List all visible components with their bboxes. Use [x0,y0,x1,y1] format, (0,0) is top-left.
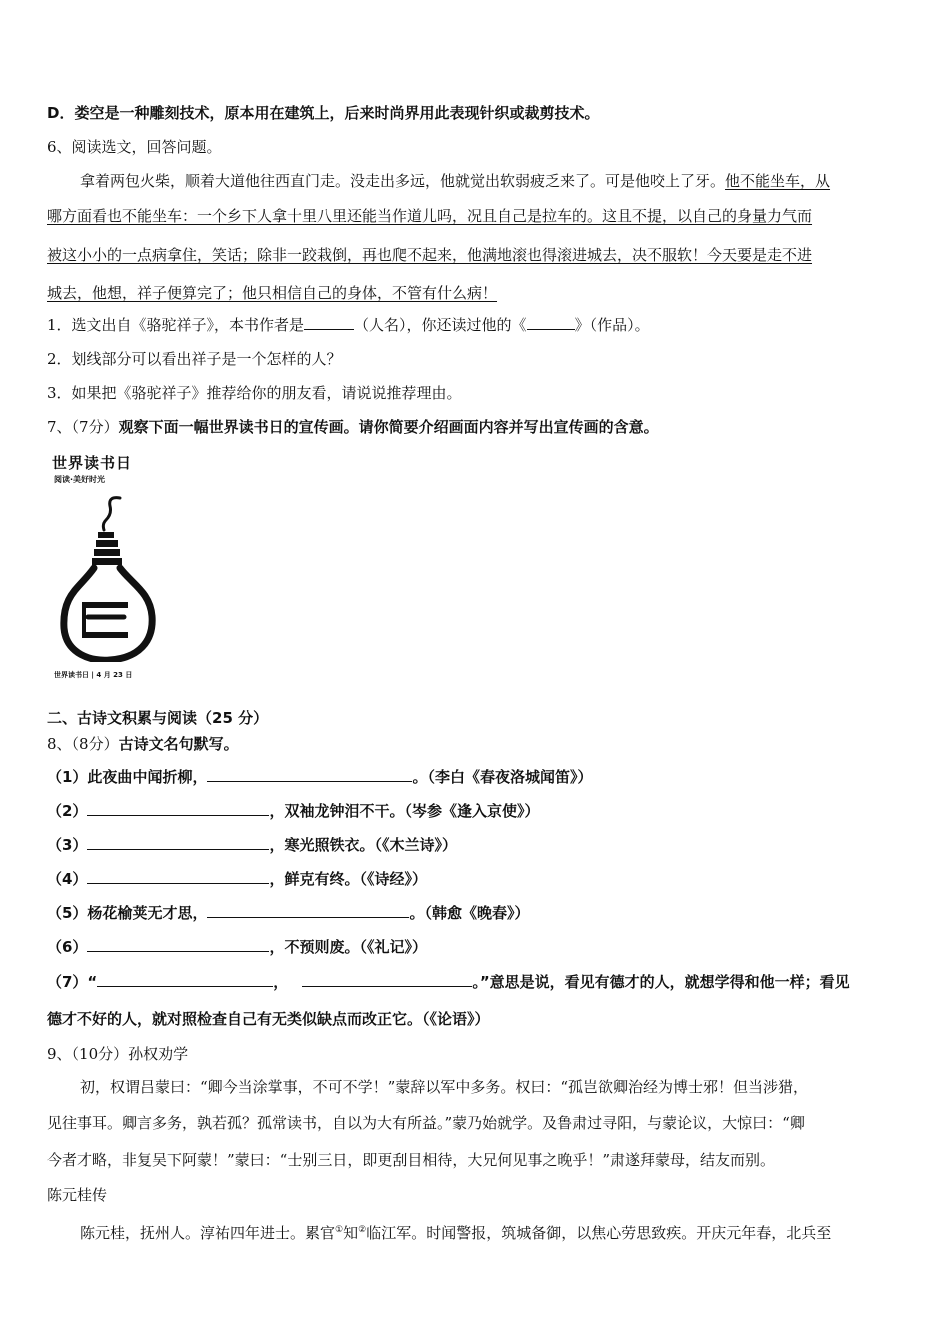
poem-text: ，鲜克有终。（《诗经》） [269,870,427,888]
q7-title [47,417,659,437]
section-2-heading: 二、古诗文积累与阅读（25 分） [47,709,269,727]
poem-text: （6） [47,938,88,956]
poem-answer-blank[interactable] [87,835,269,850]
footnote-marker: ① [335,1225,344,1235]
poem-text: ，双袖龙钟泪不干。（岑参《逢入京使》） [269,802,540,820]
author-answer-blank[interactable] [304,315,354,330]
bulb-cap [92,532,122,565]
q7-score: 7、（7分） [47,418,119,436]
q9-title [47,1044,188,1064]
poem-text: （4） [47,870,88,888]
lightbulb-book-illustration [52,492,164,662]
footnote-marker: ② [358,1225,367,1235]
poem-text: 。（李白《春夜洛城闻笛》） [412,768,593,786]
option-d: D．娄空是一种雕刻技术，原本用在建筑上，后来时尚界用此表现针织或裁剪技术。 [47,104,600,122]
q6-sub-2: 2．划线部分可以看出祥子是一个怎样的人？ [47,350,342,368]
poem-answer-blank[interactable] [207,903,409,918]
q8-title [47,734,239,754]
bulb-wire [103,498,120,530]
poem-line-2 [47,801,539,821]
poem-line-3 [47,835,457,855]
q6-sub-1-text: 1．选文出自《骆驼祥子》，本书作者是 [47,316,305,334]
q9-passage-line-2: 见往事耳。卿言多务，孰若孤？孤常读书，自以为大有所益。”蒙乃始就学。及鲁肃过寻阳，与蒙论议，大惊曰：“卿 [47,1114,805,1132]
q6-passage-line-2 [47,206,812,226]
q6-sub-1-text: 》（作品）。 [574,316,650,334]
poem-answer-blank[interactable] [207,767,412,782]
poem-answer-blank[interactable] [87,937,269,952]
world-book-day-poster [52,448,164,684]
poem-text: ，寒光照铁衣。（《木兰诗》） [269,836,457,854]
poem-line-6 [47,937,427,957]
q6-title: 6、阅读选文，回答问题。 [47,138,222,156]
poem-answer-blank[interactable] [97,972,273,987]
q6-passage-line-4: 城去，他想，祥子便算完了；他只相信自己的身体，不管有什么病！ [47,284,498,302]
chen-passage-line-1 [80,1220,831,1243]
poem-text: （1）此夜曲中闻折柳， [47,768,208,786]
poem-text: ， [273,973,289,991]
chen-text: 陈元桂，抚州人。淳祐四年进士。累官 [80,1224,336,1242]
q7-prompt: 观察下面一幅世界读书日的宣传画。请你简要介绍画面内容并写出宣传画的含意。 [118,418,659,436]
poem-text: ，不预则废。（《礼记》） [269,938,427,956]
poem-answer-blank[interactable] [87,869,269,884]
poem-text: （5）杨花榆荚无才思， [47,904,208,922]
chen-text: 临江军。时闻警报，筑城备御，以焦心劳思致疾。开庆元年春，北兵至 [366,1224,832,1242]
poem-answer-blank[interactable] [302,972,472,987]
q6-passage-line-3: 被这小小的一点病拿住，笑话；除非一跤栽倒，再也爬不起来，他满地滚也得滚进城去，决不服软！今天要是走不进 [47,246,813,264]
q6-underlined-text: 他不能坐车，从 [725,172,831,190]
q6-sub-1-text: （人名），你还读过他的《 [354,316,527,334]
q6-passage-text: 拿着两包火柴，顺着大道他往西直门走。没走出多远，他就觉出软弱疲乏来了。可是他咬上了牙。 [80,172,726,190]
poem-text: 。”意思是说，看见有德才的人，就想学得和他一样；看见 [472,973,850,991]
q6-passage-line-1 [80,171,830,191]
q6-underlined-text: 这且不提，以自己的身量力气而 [602,207,813,225]
book-icon [82,602,128,638]
poster-title: 世界读书日 [52,454,133,472]
poem-line-7-cont: 德才不好的人，就对照检查自己有无类似缺点而改正它。（《论语》） [47,1010,490,1028]
poem-answer-blank[interactable] [87,801,269,816]
poem-text: （2） [47,802,88,820]
poem-line-4 [47,869,427,889]
poem-line-1 [47,767,592,787]
poem-line-7 [47,972,850,992]
q9-passage-title: 孙权劝学 [128,1045,189,1063]
q9-passage-line-1: 初，权谓吕蒙曰：“卿今当涂掌事，不可不学！”蒙辞以军中多务。权曰：“孤岂欲卿治经为博士邪！但当涉猎， [80,1078,809,1096]
chen-title: 陈元桂传 [47,1186,108,1204]
poster-subtitle: 阅读·美好时光 [54,475,106,484]
poster-footer: 世界读书日 | 4 月 23 日 [54,671,133,679]
q6-sub-1 [47,315,650,335]
bulb-glass [64,568,152,660]
q6-sub-3: 3．如果把《骆驼祥子》推荐给你的朋友看，请说说推荐理由。 [47,384,462,402]
q8-prompt: 古诗文名句默写。 [118,735,239,753]
q9-score: 9、（10分） [47,1045,129,1063]
work-answer-blank[interactable] [527,315,575,330]
poem-text: 。（韩愈《晚春》） [409,904,530,922]
poem-line-5 [47,903,529,923]
q9-passage-line-3: 今者才略，非复吴下阿蒙！”蒙曰：“士别三日，即更刮目相待，大兄何见事之晚乎！”肃遂拜蒙母，结友而别。 [47,1151,776,1169]
q8-score: 8、（8分） [47,735,119,753]
poem-text: （7）“ [47,973,98,991]
poem-text: （3） [47,836,88,854]
chen-text: 知 [343,1224,359,1242]
q6-underlined-text: 哪方面看也不能坐车：一个乡下人拿十里八里还能当作道儿吗，况且自己是拉车的。 [47,207,603,225]
